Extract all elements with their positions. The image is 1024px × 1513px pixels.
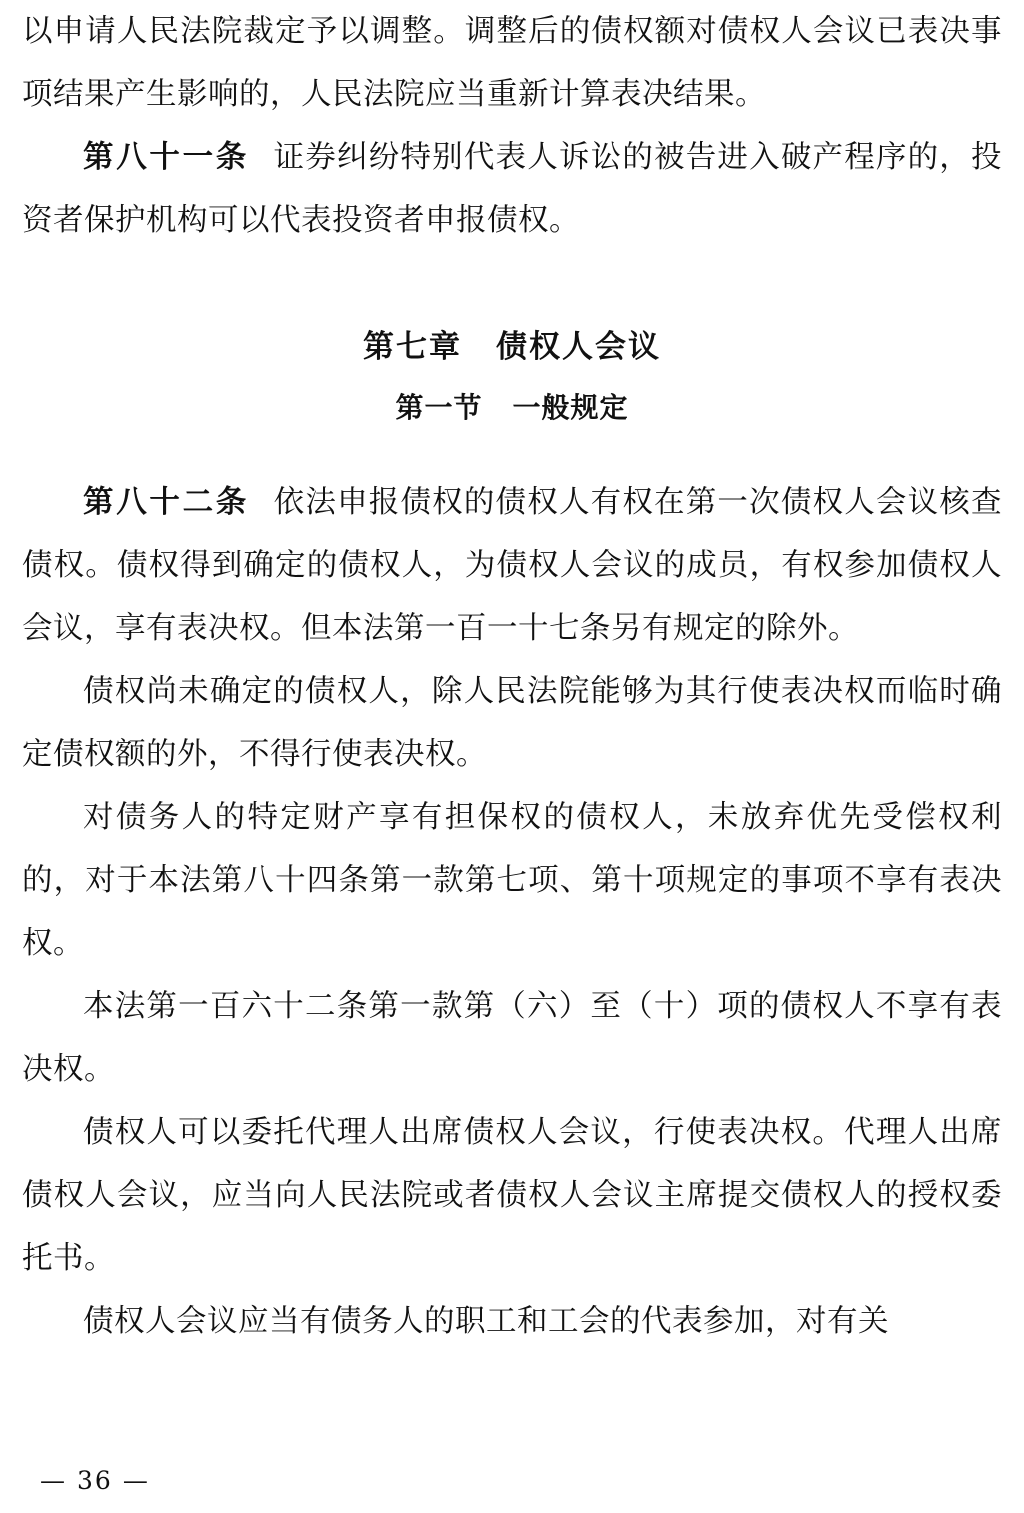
article-82-paragraph [22,471,1002,660]
spacer [22,252,1002,286]
article-82-paragraph-5: 债权人可以委托代理人出席债权人会议，行使表决权。代理人出席债权人会议，应当向人民法院或者债权人会议主席提交债权人的授权委托书。 [22,1115,1002,1276]
article-82-paragraph-3: 对债务人的特定财产享有担保权的债权人，未放弃优先受偿权利的，对于本法第八十四条第一款第七项、第十项规定的事项不享有表决权。 [22,800,1002,961]
article-81-label: 第八十一条 [83,139,249,175]
chapter-heading [22,286,1002,379]
article-81-paragraph [22,126,1002,252]
paragraph-carryover: 以申请人民法院裁定予以调整。调整后的债权额对债权人会议已表决事项结果产生影响的，人民法院应当重新计算表决结果。 [22,14,1002,112]
section-number: 第一节 [395,391,483,424]
article-81-text: 证券纠纷特别代表人诉讼的被告进入破产程序的，投资者保护机构可以代表投资者申报债权。 [22,140,1003,238]
footer-dash-right: — [122,1466,150,1495]
article-82-text: 依法申报债权的债权人有权在第一次债权人会议核查债权。债权得到确定的债权人，为债权人会议的成员，有权参加债权人会议，享有表决权。但本法第一百一十七条另有规定的除外。 [22,485,1003,646]
chapter-title-text: 债权人会议 [496,329,661,365]
page-number: 36 [77,1466,113,1495]
article-82-label: 第八十二条 [83,484,249,520]
article-82-paragraph-4: 本法第一百六十二条第一款第（六）至（十）项的债权人不享有表决权。 [22,989,1002,1087]
article-82-paragraph-2: 债权尚未确定的债权人，除人民法院能够为其行使表决权而临时确定债权额的外，不得行使表决权。 [22,674,1002,772]
article-82-paragraph-6: 债权人会议应当有债务人的职工和工会的代表参加，对有关 [83,1304,889,1339]
chapter-number: 第七章 [363,329,462,365]
section-heading [22,379,1002,437]
footer-dash-left: — [40,1466,67,1495]
section-title-text: 一般规定 [512,391,629,424]
spacer-after-section [22,437,1002,471]
page-footer [0,1466,1024,1495]
